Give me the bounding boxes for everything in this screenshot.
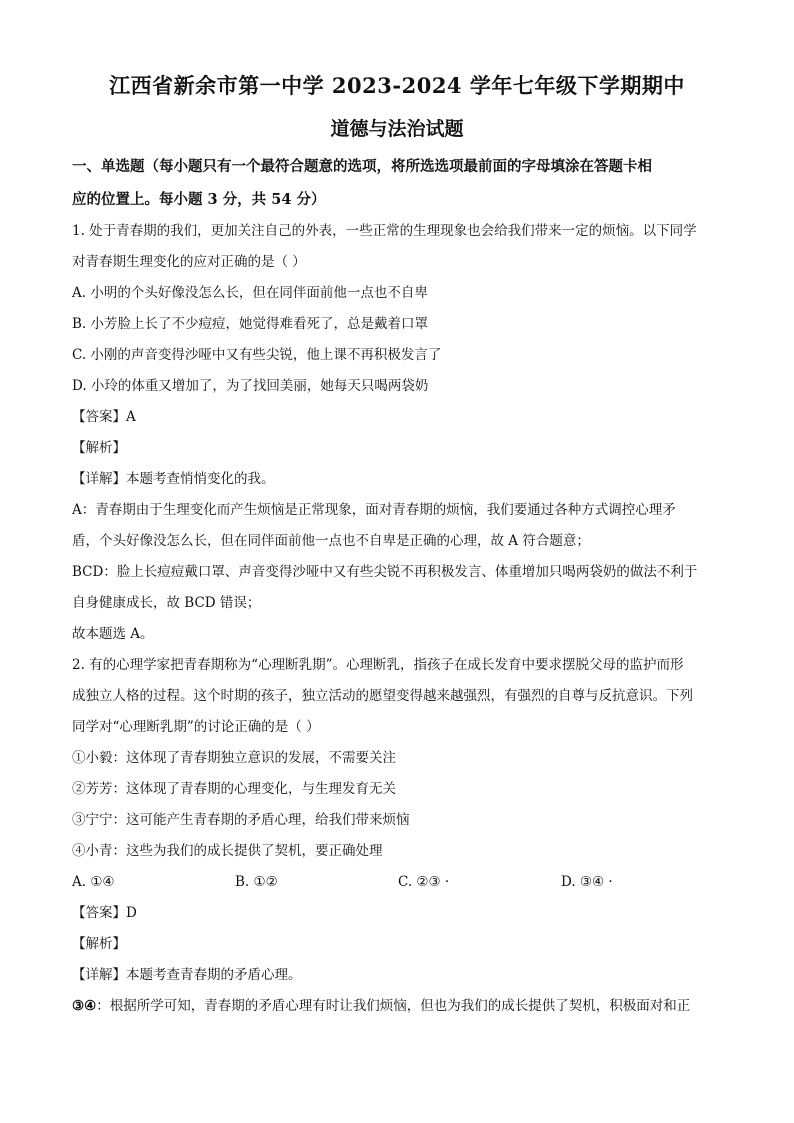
explanation-line: A：青春期由于生理变化而产生烦恼是正常现象，面对青春期的烦恼，我们要通过各种方式调控心理矛 <box>72 502 676 518</box>
statement-3: ③宁宁：这可能产生青春期的矛盾心理，给我们带来烦恼 <box>72 812 410 828</box>
option-d: D. 小玲的体重又增加了，为了找回美丽，她每天只喝两袋奶 <box>72 378 429 394</box>
document-body <box>72 150 726 1022</box>
detail-line: 【详解】本题考查青春期的矛盾心理。 <box>72 967 302 983</box>
statement-1: ①小毅：这体现了青春期独立意识的发展，不需要关注 <box>72 750 396 766</box>
detail-line: 【详解】本题考查悄悄变化的我。 <box>72 471 275 487</box>
option-c: C. 小刚的声音变得沙哑中又有些尖锐，他上课不再积极发言了 <box>72 347 442 363</box>
question-stem: 1. 处于青春期的我们，更加关注自己的外表，一些正常的生理现象也会给我们带来一定的烦恼。以下同学 <box>72 223 697 239</box>
question-2 <box>72 650 726 1022</box>
question-1 <box>72 216 726 650</box>
option-b: B. 小芳脸上长了不少痘痘，她觉得难看死了，总是戴着口罩 <box>72 316 429 332</box>
question-stem: 2. 有的心理学家把青春期称为“心理断乳期”。心理断乳，指孩子在成长发育中要求摆脱父母的监护而形 <box>72 657 684 673</box>
choice-a: A. ①④ <box>72 874 115 890</box>
statement-4: ④小青：这些为我们的成长提供了契机，要正确处理 <box>72 843 383 859</box>
analysis-label: 【解析】 <box>72 440 126 456</box>
explanation-line: 盾，个头好像没怎么长，但在同伴面前他一点也不自卑是正确的心理，故 A 符合题意； <box>72 533 590 549</box>
choice-d: D. ③④ · <box>561 874 613 890</box>
statement-2: ②芳芳：这体现了青春期的心理变化，与生理发育无关 <box>72 781 396 797</box>
question-stem: 同学对“心理断乳期”的讨论正确的是（ ） <box>72 719 320 735</box>
question-stem: 成独立人格的过程。这个时期的孩子，独立活动的愿望变得越来越强烈，有强烈的自尊与反抗意识。下列 <box>72 688 693 704</box>
explanation-line: BCD：脸上长痘痘戴口罩、声音变得沙哑中又有些尖锐不再积极发言、体重增加只喝两袋奶的做法不利于 <box>72 564 698 580</box>
explanation-line <box>72 991 726 1022</box>
choice-b: B. ①② <box>235 874 278 890</box>
conclusion-line: 故本题选 A。 <box>72 626 154 642</box>
explanation-line: 自身健康成长，故 BCD 错误； <box>72 595 261 611</box>
explanation-prefix: ③④ <box>72 998 97 1014</box>
answer-line: 【答案】A <box>72 409 136 425</box>
answer-choices <box>72 867 726 898</box>
section-heading <box>72 150 726 216</box>
question-stem: 对青春期生理变化的应对正确的是（ ） <box>72 254 306 270</box>
exam-subtitle: 道德与法治试题 <box>330 118 464 140</box>
analysis-label: 【解析】 <box>72 936 126 952</box>
explanation-text: ：根据所学可知，青春期的矛盾心理有时让我们烦恼，但也为我们的成长提供了契机，积极面对和正 <box>96 998 691 1014</box>
section-heading-line: 一、单选题（每小题只有一个最符合题意的选项，将所选选项最前面的字母填涂在答题卡相 <box>72 158 652 175</box>
option-a: A. 小明的个头好像没怎么长，但在同伴面前他一点也不自卑 <box>72 285 428 301</box>
exam-title: 江西省新余市第一中学 2023-2024 学年七年级下学期期中 <box>109 73 685 98</box>
answer-line: 【答案】D <box>72 905 137 921</box>
section-heading-line: 应的位置上。每小题 3 分，共 54 分） <box>72 191 326 208</box>
choice-c: C. ②③ · <box>398 874 450 890</box>
